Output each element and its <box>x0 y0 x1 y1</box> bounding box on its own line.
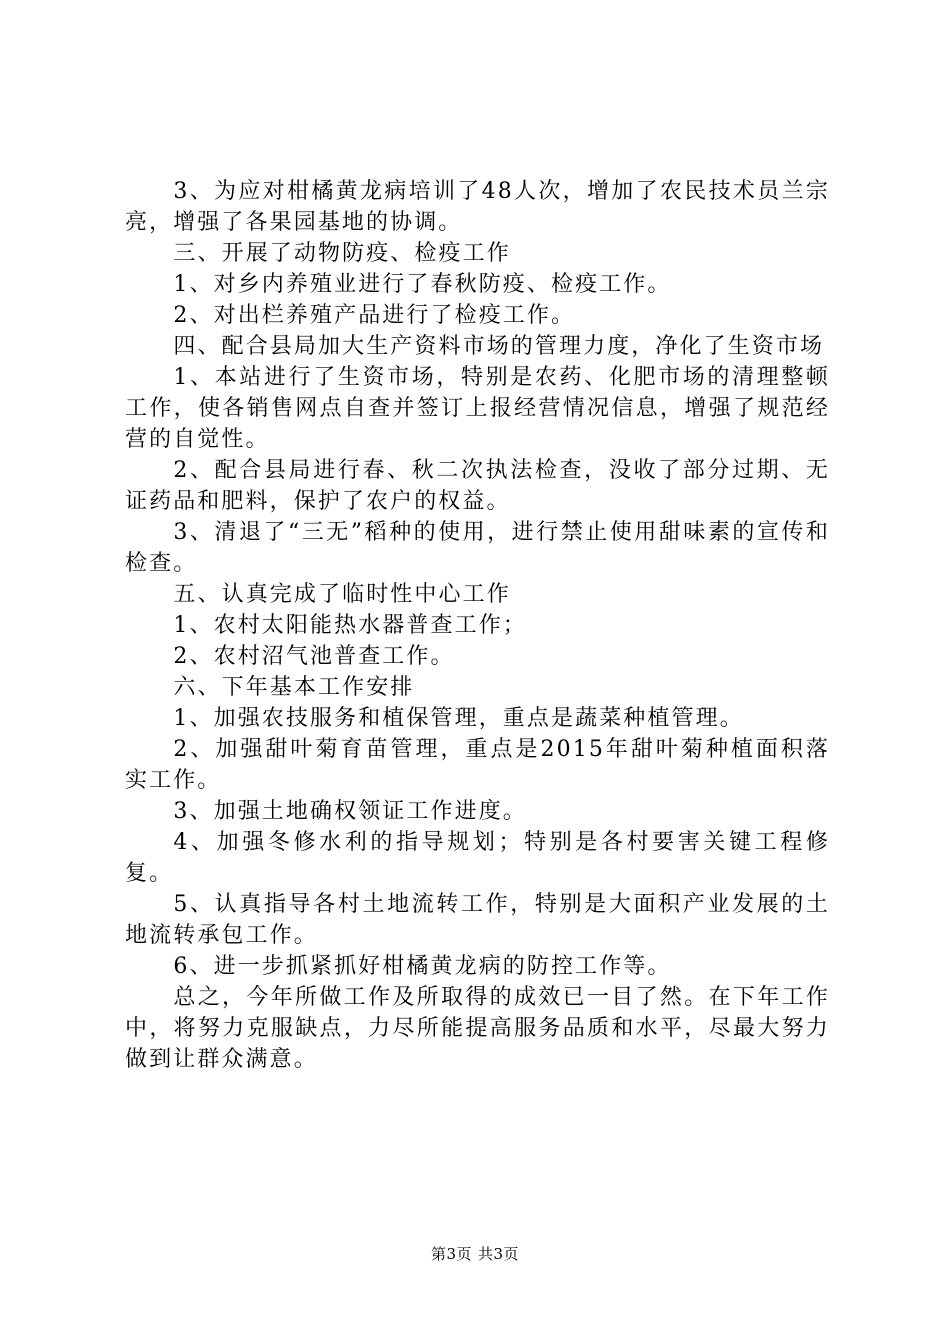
page-number-current: 第3页 <box>430 1245 472 1263</box>
paragraph-item: 2、农村沼气池普查工作。 <box>173 644 455 669</box>
paragraph-conclusion: 总之，今年所做工作及所取得的成效已一目了然。在下年工作中，将努力克服缺点，力尽所能提高服务品质和水平，尽最大努力做到让群众满意。 <box>125 985 830 1072</box>
section-heading: 六、下年基本工作安排 <box>173 675 415 700</box>
paragraph-item: 2、配合县局进行春、秋二次执法检查，没收了部分过期、无证药品和肥料，保护了农户的权益。 <box>125 458 830 514</box>
paragraph-item: 1、农村太阳能热水器普查工作； <box>173 613 527 638</box>
paragraph-item: 1、加强农技服务和植保管理，重点是蔬菜种植管理。 <box>173 706 744 731</box>
document-body <box>125 176 830 1075</box>
paragraph-item: 4、加强冬修水利的指导规划；特别是各村要害关键工程修复。 <box>125 830 830 886</box>
paragraph-item: 3、为应对柑橘黄龙病培训了48人次，增加了农民技术员兰宗亮，增强了各果园基地的协调。 <box>125 179 830 235</box>
paragraph-item: 1、对乡内养殖业进行了春秋防疫、检疫工作。 <box>173 272 672 297</box>
paragraph-item: 3、清退了“三无”稻种的使用，进行禁止使用甜味素的宣传和检查。 <box>125 520 830 576</box>
section-heading: 四、配合县局加大生产资料市场的管理力度，净化了生资市场 <box>173 334 825 359</box>
paragraph-item: 3、加强土地确权领证工作进度。 <box>173 799 527 824</box>
paragraph-item: 1、本站进行了生资市场，特别是农药、化肥市场的清理整顿工作，使各销售网点自查并签订上报经营情况信息，增强了规范经营的自觉性。 <box>125 365 830 452</box>
paragraph-item: 5、认真指导各村土地流转工作，特别是大面积产业发展的土地流转承包工作。 <box>125 892 830 948</box>
page-footer <box>0 1244 950 1264</box>
paragraph-item: 6、进一步抓紧抓好柑橘黄龙病的防控工作等。 <box>173 954 672 979</box>
paragraph-item: 2、对出栏养殖产品进行了检疫工作。 <box>173 303 576 328</box>
section-heading: 三、开展了动物防疫、检疫工作 <box>173 241 511 266</box>
paragraph-item: 2、加强甜叶菊育苗管理，重点是2015年甜叶菊种植面积落实工作。 <box>125 737 830 793</box>
page-number-total: 共3页 <box>478 1245 520 1263</box>
section-heading: 五、认真完成了临时性中心工作 <box>173 582 511 607</box>
